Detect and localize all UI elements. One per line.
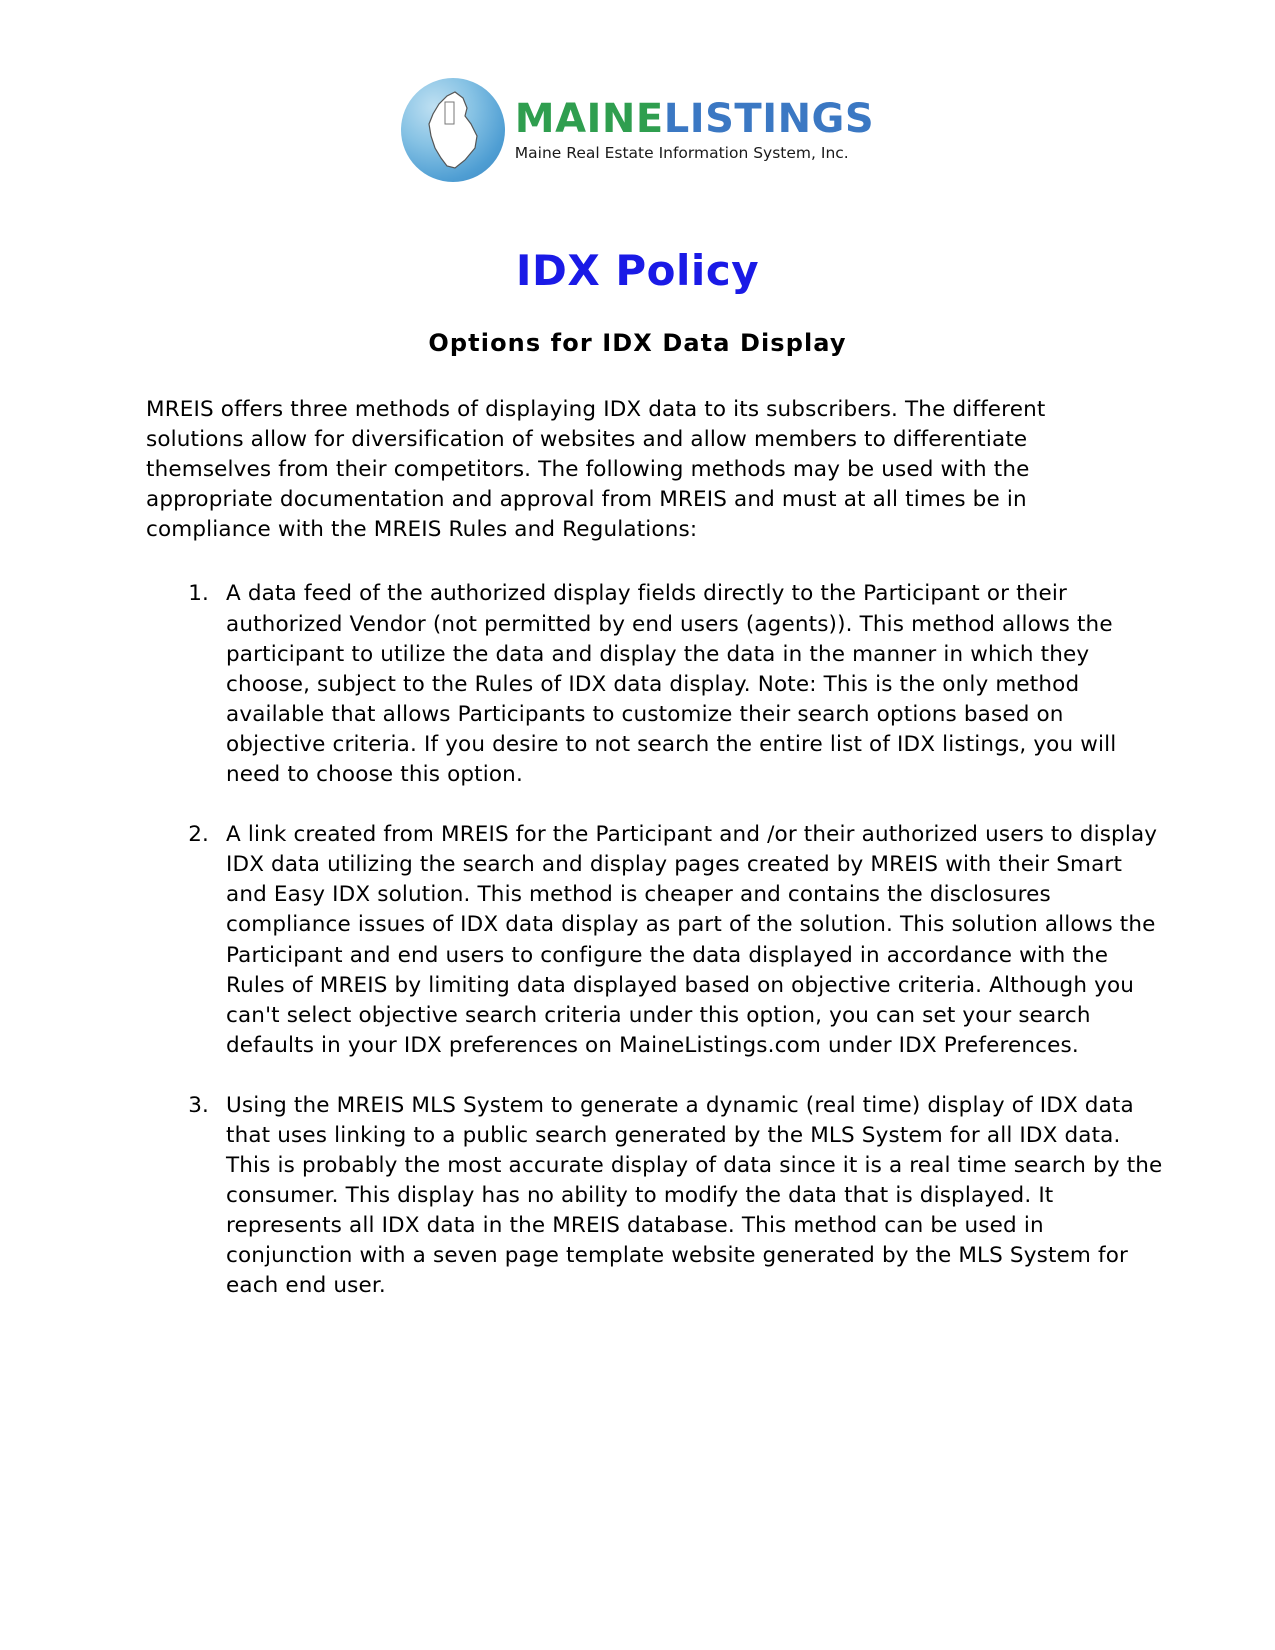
maine-state-outline-icon: [401, 78, 505, 182]
logo-word-listings: LISTINGS: [663, 95, 875, 142]
logo-tagline: Maine Real Estate Information System, Inc.: [514, 143, 849, 162]
page-subtitle: Options for IDX Data Display: [428, 329, 847, 357]
page-title: IDX Policy: [515, 246, 760, 295]
list-item: 2. A link created from MREIS for the Participant and /or their authorized users to display IDX data utilizing the search and display pages created by MREIS with their Smart and Easy IDX solution. This method is cheaper and contains the disclosures compliance issues of IDX data display as part of the solution. This solution allows the Participant and end users to configure the data displayed in accordance with the Rules of MREIS by limiting data displayed based on objective criteria. Although you can't select objective search criteria under this option, you can set your search defaults in your IDX preferences on MaineListings.com under IDX Preferences.: [216, 820, 1165, 1061]
logo-wordmark: [514, 95, 875, 142]
maine-globe-icon: [401, 78, 505, 182]
list-item: 1. A data feed of the authorized display fields directly to the Participant or their authorized Vendor (not permitted by end users (agents)). This method allows the participant to utilize the data and display the data in the manner in which they choose, subject to the Rules of IDX data display. Note: This is the only method available that allows Participants to customize their search options based on objective criteria. If you desire to not search the entire list of IDX listings, you will need to choose this option.: [216, 579, 1165, 790]
company-logo: [0, 0, 1275, 182]
intro-paragraph: MREIS offers three methods of displaying IDX data to its subscribers. The different solutions allow for diversification of websites and allow members to differentiate themselves from their competitors. The following methods may be used with the appropriate documentation and approval from MREIS and must at all times be in compliance with the MREIS Rules and Regulations:: [146, 397, 1046, 543]
logo-word-maine: MAINE: [514, 95, 664, 142]
logo-text-block: [514, 95, 875, 162]
methods-list: [146, 579, 1165, 1301]
list-item: 3. Using the MREIS MLS System to generate a dynamic (real time) display of IDX data that uses linking to a public search generated by the MLS System for all IDX data. This is probably the most accurate display of data since it is a real time search by the consumer. This display has no ability to modify the data that is displayed. It represents all IDX data in the MREIS database. This method can be used in conjunction with a seven page template website generated by the MLS System for each end user.: [216, 1091, 1165, 1302]
